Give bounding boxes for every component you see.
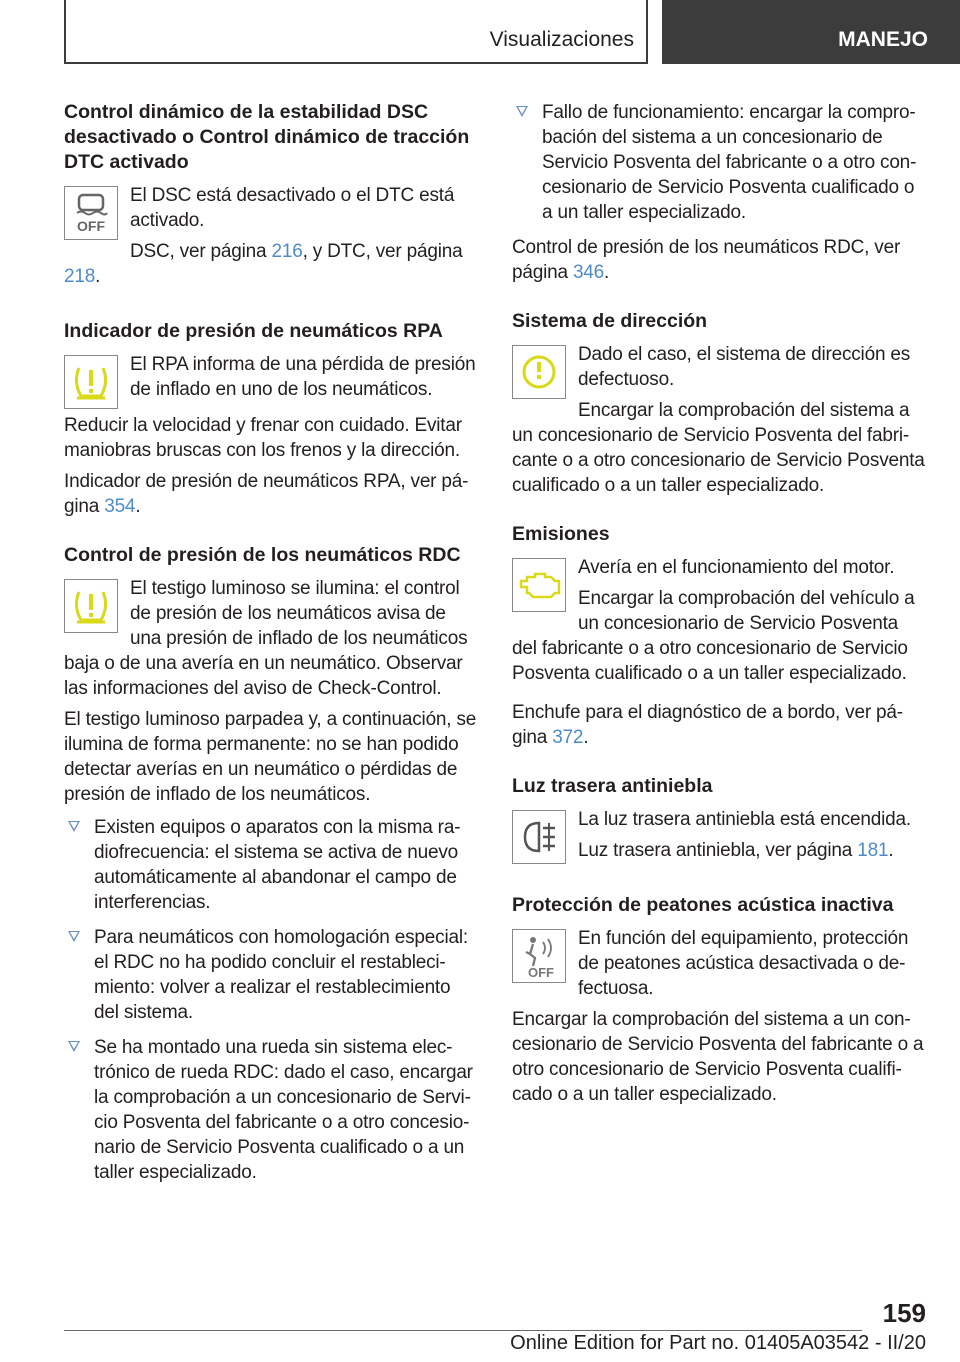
rdc-text: El testigo luminoso se ilumina: el control de presión de los neumáticos avisa de una presión de inflado de los neumáticos baja o de una avería en un neumático. Observar las informaciones del aviso de Check-Control.	[64, 578, 468, 699]
pedestrian-text: En función del equipamiento, protección de peatones acústica desactivada o defectuosa.	[578, 928, 909, 999]
bullet-triangle-icon	[68, 821, 80, 832]
list-item: Existen equipos o aparatos con la misma radiofrecuencia: el sistema se activa de nuevo automáticamente al abandonar el campo de interferencias.	[64, 815, 478, 915]
page-link-218[interactable]: 218	[64, 266, 96, 287]
fog-text: La luz trasera antiniebla está encendida.	[578, 809, 911, 830]
edition-footer: Online Edition for Part no. 01405A03542 - II/20	[510, 1332, 926, 1354]
steering-text: Dado el caso, el sistema de dirección es defectuoso.	[578, 344, 911, 390]
svg-text:OFF: OFF	[528, 965, 554, 980]
tire-pressure-warning-icon	[64, 355, 118, 409]
right-column	[512, 100, 926, 1131]
rpa-text: El RPA informa de una pérdida de presión de inflado en uno de los neumáticos.	[130, 354, 476, 400]
page-link-216[interactable]: 216	[271, 241, 303, 262]
section-rpa	[64, 319, 478, 519]
bullet-triangle-icon	[68, 1041, 80, 1052]
section-dsc	[64, 100, 478, 295]
list-item: Para neumáticos con homologación especial: el RDC no ha podido concluir el restablecimiento: volver a realizar el restablecimiento del sistema.	[64, 925, 478, 1025]
emissions-text: Avería en el funcionamiento del motor.	[578, 557, 895, 578]
page-link-354[interactable]: 354	[104, 496, 136, 517]
dsc-off-icon	[64, 186, 118, 240]
page-link-346[interactable]: 346	[572, 262, 605, 283]
section-emissions	[512, 522, 926, 750]
bullet-triangle-icon	[68, 931, 80, 942]
list-item: Fallo de funcionamiento: encargar la comprobación del sistema a un concesionario de Servicio Posventa del fabricante o a otro concesionario de Servicio Posventa cualificado o a un taller especializado.	[512, 100, 926, 225]
rear-fog-light-icon	[512, 810, 566, 864]
steering-warning-icon	[512, 345, 566, 399]
svg-text:OFF: OFF	[77, 218, 105, 234]
steering-heading: Sistema de dirección	[512, 310, 708, 332]
list-item: Se ha montado una rueda sin sistema electrónico de rueda RDC: dado el caso, encargar la comprobación a un concesionario de Servicio Posventa del fabricante o a otro concesionario de Servicio Posventa cualificado o a un taller especializado.	[64, 1035, 478, 1185]
section-fog	[512, 774, 926, 869]
pedestrian-heading: Protección de peatones acústica inactiva	[512, 894, 894, 916]
emissions-heading: Emisiones	[512, 523, 610, 545]
rdc-bullet-list	[64, 815, 478, 1185]
header-frame	[64, 0, 648, 64]
dsc-heading: Control dinámico de la estabilidad DSC desactivado o Control dinámico de tracción DTC activado	[64, 101, 470, 173]
page-link-181[interactable]: 181	[857, 840, 889, 861]
page-link-372[interactable]: 372	[552, 727, 584, 748]
footer-divider	[64, 1330, 862, 1331]
fog-heading: Luz trasera antiniebla	[512, 775, 713, 797]
section-title: Visualizaciones	[489, 28, 634, 51]
rdc-ref: Control de presión de los neumáticos RDC, ver página 346.	[512, 237, 901, 283]
tire-pressure-warning-icon	[64, 579, 118, 633]
rdc-blink-text: El testigo luminoso parpadea y, a continuación, se ilumina de forma permanente: no se han podido detectar averías en un neumático o pérdidas de presión de inflado de los neumáticos.	[64, 709, 477, 805]
rpa-ref: Indicador de presión de neumáticos RPA, ver página 354.	[64, 471, 469, 517]
section-steering	[512, 309, 926, 498]
dsc-text: El DSC está desactivado o el DTC está activado.	[130, 185, 455, 231]
rdc-heading: Control de presión de los neumáticos RDC	[64, 544, 461, 566]
rpa-advice: Reducir la velocidad y frenar con cuidado. Evitar maniobras bruscas con los frenos y la dirección.	[64, 415, 462, 461]
pedestrian-advice: Encargar la comprobación del sistema a un concesionario de Servicio Posventa del fabricante o a otro concesionario de Servicio Posventa cualificado o a un taller especializado.	[512, 1009, 924, 1105]
section-rdc-continued	[512, 100, 926, 285]
obd-ref: Enchufe para el diagnóstico de a bordo, ver página 372.	[512, 702, 904, 748]
section-rdc	[64, 543, 478, 1185]
pedestrian-protection-off-icon	[512, 929, 566, 983]
fog-ref: Luz trasera antiniebla, ver página 181.	[578, 840, 894, 861]
rpa-heading: Indicador de presión de neumáticos RPA	[64, 320, 443, 342]
page-number: 159	[882, 1298, 926, 1328]
steering-advice: Encargar la comprobación del sistema a un concesionario de Servicio Posventa del fabricante o a otro concesionario de Servicio Posventa cualificado o a un taller especializado.	[512, 400, 925, 496]
chapter-tab	[662, 0, 960, 64]
chapter-title: MANEJO	[838, 28, 928, 51]
engine-warning-icon	[512, 558, 566, 612]
section-pedestrian	[512, 893, 926, 1107]
bullet-triangle-icon	[516, 106, 528, 117]
rdc-bullet-list-continued	[512, 100, 926, 225]
dsc-ref: DSC, ver página 216, y DTC, ver página 218.	[64, 241, 463, 287]
emissions-advice: Encargar la comprobación del vehículo a un concesionario de Servicio Posventa del fabricante o a otro concesionario de Servicio Posventa cualificado o a un taller especializado.	[512, 588, 915, 684]
left-column	[64, 100, 478, 1209]
